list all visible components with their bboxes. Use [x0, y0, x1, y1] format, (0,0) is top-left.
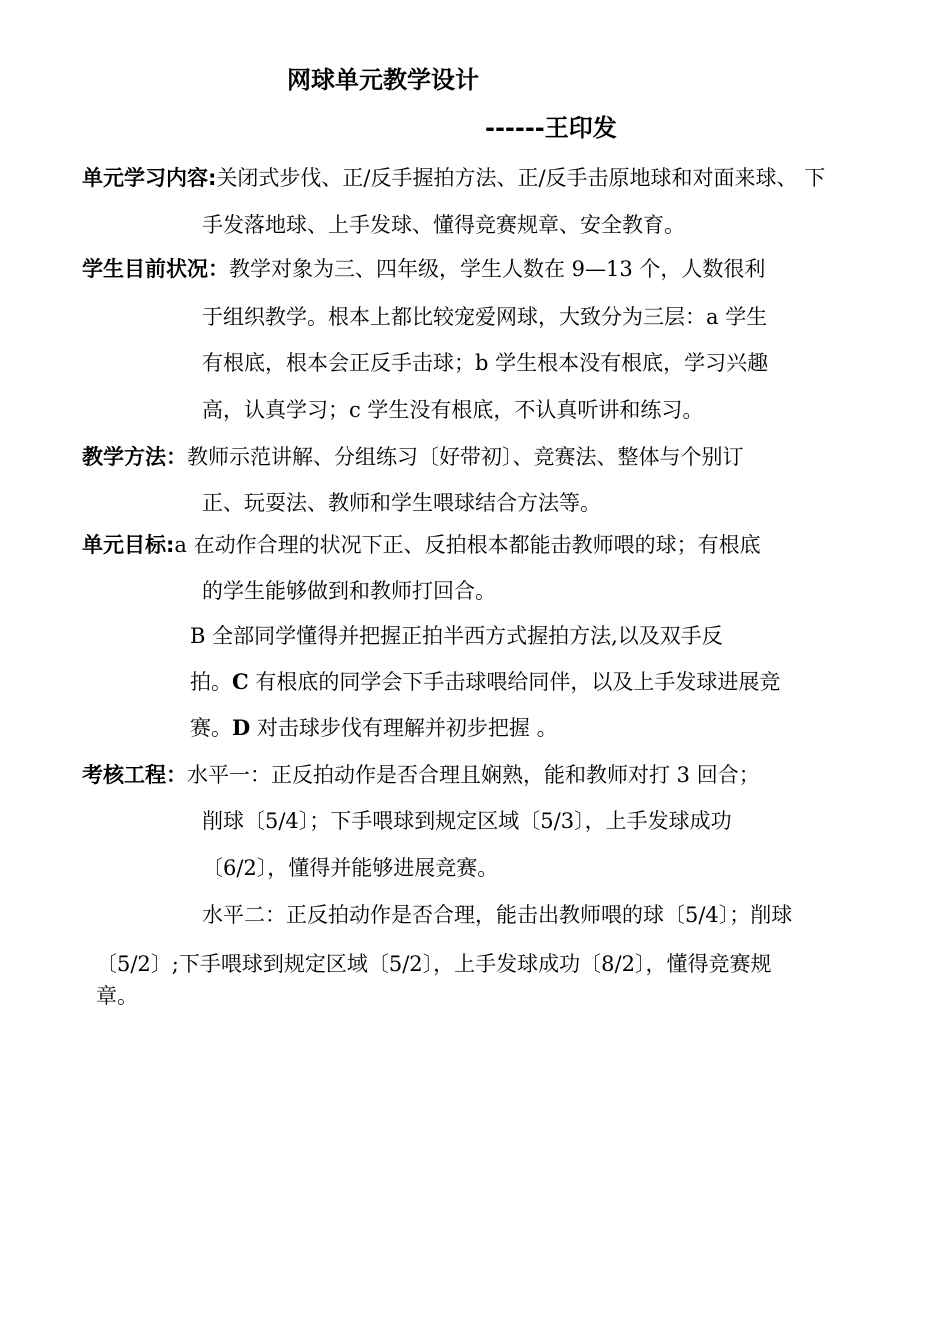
status-line-1 — [82, 255, 765, 283]
goals-text-2: 的学生能够做到和教师打回合。 — [202, 579, 496, 603]
status-text-3: 有根底，根本会正反手击球；b 学生根本没有根底，学习兴趣 — [202, 351, 769, 375]
assessment-text-3: 〔6/2〕，懂得并能够进展竞赛。 — [202, 856, 499, 880]
method-label: 教学方法： — [82, 445, 187, 469]
assessment-text-2: 削球〔5/4〕；下手喂球到规定区域〔5/3〕，上手发球成功 — [202, 809, 732, 833]
status-text-1: 教学对象为三、四年级，学生人数在 9—13 个，人数很利 — [229, 257, 766, 281]
goals-text-5c: 对击球步伐有理解并初步把握 。 — [250, 716, 558, 740]
assessment-line-1 — [82, 761, 760, 789]
goals-text-3: B 全部同学懂得并把握正拍半西方式握拍方法,以及双手反 — [190, 624, 723, 648]
content-label: 单元学习内容: — [82, 166, 217, 190]
method-text-2: 正、玩耍法、教师和学生喂球结合方法等。 — [202, 491, 601, 515]
goals-line-5 — [190, 714, 558, 742]
assessment-text-4: 水平二：正反拍动作是否合理，能击出教师喂的球〔5/4〕；削球 — [202, 903, 793, 927]
status-label: 学生目前状况： — [82, 257, 229, 281]
document-title: 网球单元教学设计 — [287, 66, 479, 94]
goals-line-1 — [82, 531, 761, 559]
goals-text-1: a 在动作合理的状况下正、反拍根本都能击教师喂的球；有根底 — [174, 533, 761, 557]
goals-marker-c: C — [232, 669, 249, 694]
method-line-1 — [82, 443, 744, 471]
content-text-1: 关闭式步伐、正/反手握拍方法、正/反手击原地球和对面来球、 下 — [216, 166, 826, 190]
content-line-1 — [82, 164, 825, 192]
content-text-2: 手发落地球、上手发球、懂得竞赛规章、安全教育。 — [202, 213, 685, 237]
assessment-label: 考核工程： — [82, 763, 187, 787]
goals-marker-d: D — [232, 715, 251, 740]
status-text-2: 于组织教学。根本上都比较宠爱网球，大致分为三层：a 学生 — [202, 305, 768, 329]
method-text-1: 教师示范讲解、分组练习〔好带初〕、竞赛法、整体与个别订 — [187, 445, 744, 469]
goals-text-4a: 拍。 — [190, 670, 232, 694]
assessment-text-5: 〔5/2〕;下手喂球到规定区域〔5/2〕，上手发球成功〔8/2〕，懂得竞赛规 — [96, 952, 772, 976]
goals-label: 单元目标: — [82, 533, 175, 557]
status-text-4: 高，认真学习；c 学生没有根底，不认真听讲和练习。 — [202, 398, 704, 422]
assessment-text-1: 水平一：正反拍动作是否合理且娴熟，能和教师对打 3 回合； — [187, 763, 760, 787]
goals-text-4c: 有根底的同学会下手击球喂给同伴，以及上手发球进展竞 — [248, 670, 781, 694]
goals-line-4 — [190, 668, 780, 696]
goals-text-5a: 赛。 — [190, 716, 232, 740]
assessment-text-6: 章。 — [96, 984, 138, 1008]
author-line: ------王印发 — [485, 114, 617, 142]
